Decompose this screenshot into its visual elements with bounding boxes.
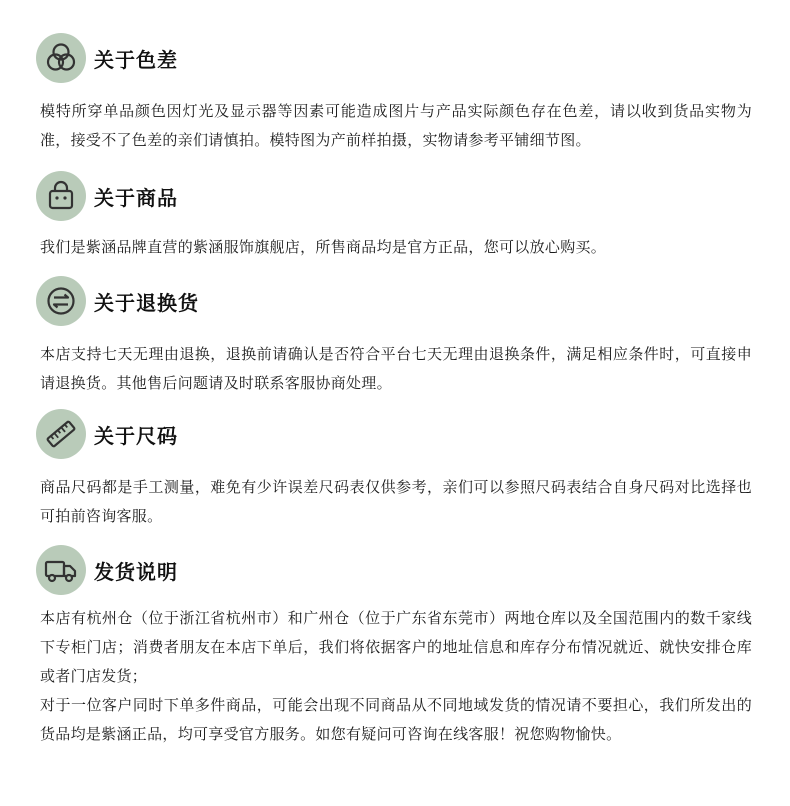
section-body (40, 233, 752, 262)
section-title: 关于退换货 (94, 290, 199, 315)
section-title: 关于尺码 (94, 423, 178, 448)
section-body (40, 97, 752, 155)
paragraph: 模特所穿单品颜色因灯光及显示器等因素可能造成图片与产品实际颜色存在色差，请以收到货品实物为准，接受不了色差的亲们请慎拍。模特图为产前样拍摄，实物请参考平铺细节图。 (40, 102, 752, 149)
section-heading (36, 275, 199, 327)
section-heading (36, 170, 178, 222)
section-heading (36, 544, 178, 596)
circles-icon (36, 33, 86, 83)
paragraph: 对于一位客户同时下单多件商品，可能会出现不同商品从不同地域发货的情况请不要担心，我们所发出的货品均是紫涵正品，均可享受官方服务。如您有疑问可咨询在线客服！祝您购物愉快。 (40, 696, 752, 743)
paragraph: 我们是紫涵品牌直营的紫涵服饰旗舰店，所售商品均是官方正品，您可以放心购买。 (40, 238, 607, 256)
section-body (40, 473, 752, 531)
section-title: 关于商品 (94, 185, 178, 210)
section-title: 关于色差 (94, 47, 178, 72)
paragraph: 本店支持七天无理由退换，退换前请确认是否符合平台七天无理由退换条件，满足相应条件时，可直接申请退换货。其他售后问题请及时联系客服协商处理。 (40, 345, 752, 392)
ruler-icon (36, 409, 86, 459)
section-body (40, 340, 752, 398)
paragraph: 商品尺码都是手工测量，难免有少许误差尺码表仅供参考，亲们可以参照尺码表结合自身尺码对比选择也可拍前咨询客服。 (40, 478, 752, 525)
shopping-bag-icon (36, 171, 86, 221)
exchange-icon (36, 276, 86, 326)
truck-icon (36, 545, 86, 595)
section-body (40, 604, 752, 749)
paragraph: 本店有杭州仓（位于浙江省杭州市）和广州仓（位于广东省东莞市）两地仓库以及全国范围内的数千家线下专柜门店；消费者朋友在本店下单后，我们将依据客户的地址信息和库存分布情况就近、就快安排仓库或者门店发货； (40, 609, 752, 685)
section-heading (36, 408, 178, 460)
section-title: 发货说明 (94, 559, 178, 584)
section-heading (36, 32, 178, 84)
